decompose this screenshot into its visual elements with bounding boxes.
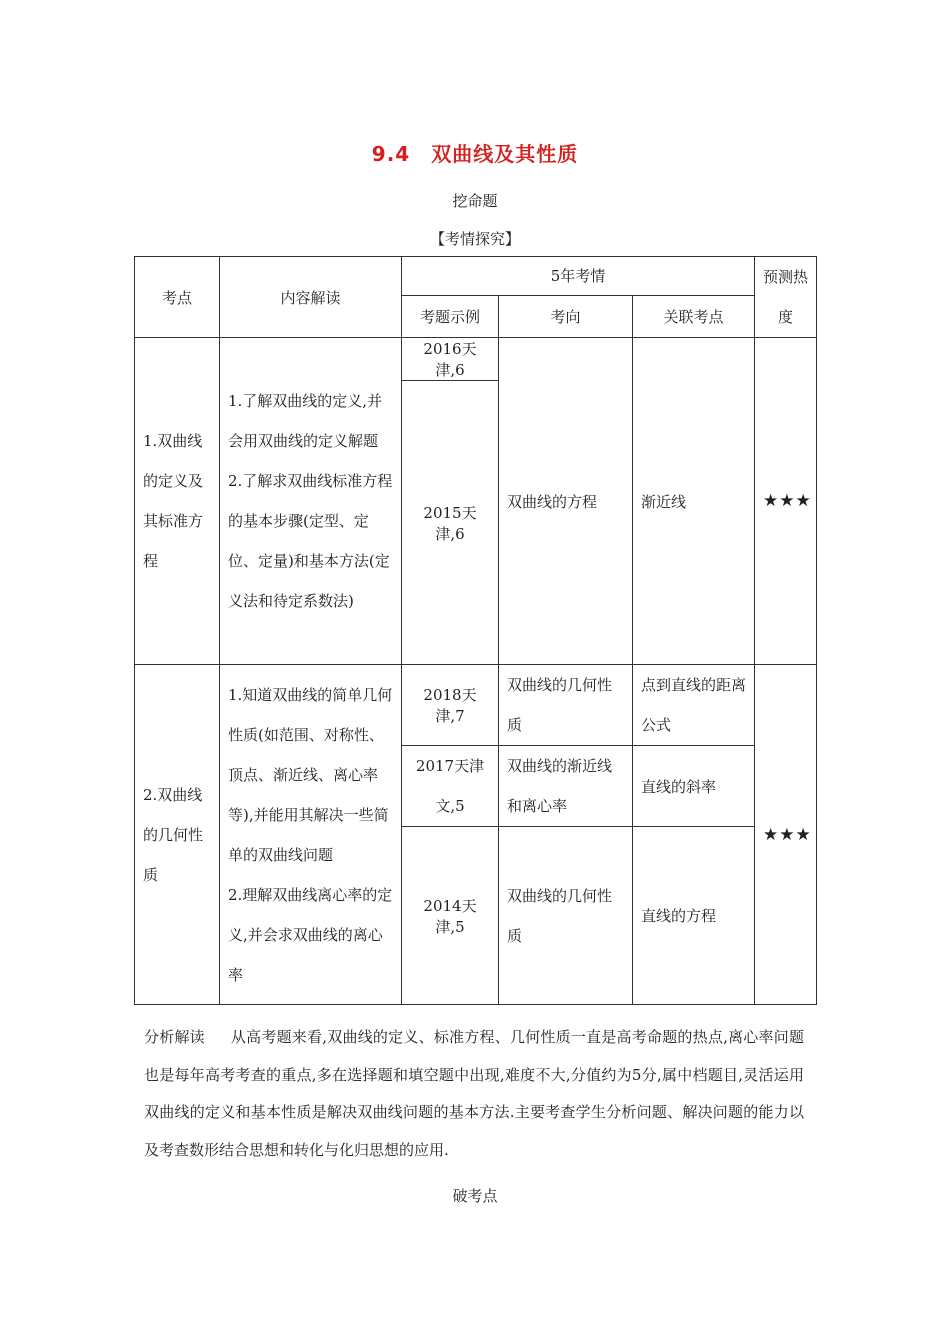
row2-related-3: 直线的方程: [633, 827, 755, 1005]
analysis-paragraph: [144, 1019, 804, 1169]
header-related: 关联考点: [633, 295, 755, 337]
row2-content: 1.知道双曲线的简单几何性质(如范围、对称性、顶点、渐近线、离心率等),并能用其解决一些简单的双曲线问题 2.理解双曲线离心率的定义,并会求双曲线的离心率: [220, 665, 402, 1005]
page-title: 9.4 双曲线及其性质: [371, 142, 579, 166]
section-heading-kaoqing: 【考情探究】: [429, 230, 520, 248]
row2-related-1: 点到直线的距离公式: [633, 665, 755, 746]
header-kaodian: 考点: [135, 257, 220, 338]
exam-analysis-table: [134, 256, 817, 1005]
row2-kaodian: 2.双曲线的几何性质: [135, 665, 220, 1005]
row1-kaodian: 1.双曲线的定义及其标准方程: [135, 338, 220, 665]
header-direction: 考向: [499, 295, 633, 337]
header-sample: 考题示例: [402, 295, 499, 337]
row2-sample-1: 2018天津,7: [402, 665, 499, 746]
row1-sample-1: 2016天津,6: [402, 338, 499, 381]
row2-sample-3: 2014天津,5: [402, 827, 499, 1005]
header-content: 内容解读: [220, 257, 402, 338]
row1-forecast-stars: ★★★: [755, 338, 817, 665]
row1-direction: 双曲线的方程: [499, 338, 633, 665]
row2-forecast-stars: ★★★: [755, 665, 817, 1005]
row2-related-2: 直线的斜率: [633, 746, 755, 827]
analysis-text: 从高考题来看,双曲线的定义、标准方程、几何性质一直是高考命题的热点,离心率问题也是每年高考考查的重点,多在选择题和填空题中出现,难度不大,分值约为5分,属中档题目,灵活运用双曲线的定义和基本性质是解决双曲线问题的基本方法.主要考查学生分析问题、解决问题的能力以及考查数形结合思想和转化与化归思想的应用.: [144, 1028, 804, 1159]
row2-direction-3: 双曲线的几何性质: [499, 827, 633, 1005]
header-forecast: 预测热度: [755, 257, 817, 338]
row1-sample-2: 2015天津,6: [402, 381, 499, 665]
row2-sample-2: 2017天津文,5: [402, 746, 499, 827]
section-heading-pokaodian: 破考点: [452, 1187, 498, 1205]
row1-related: 渐近线: [633, 338, 755, 665]
row2-direction-1: 双曲线的几何性质: [499, 665, 633, 746]
header-five-years: 5年考情: [402, 257, 755, 296]
row1-content: 1.了解双曲线的定义,并会用双曲线的定义解题 2.了解求双曲线标准方程的基本步骤(定型、定位、定量)和基本方法(定义法和待定系数法): [220, 338, 402, 665]
row2-direction-2: 双曲线的渐近线和离心率: [499, 746, 633, 827]
analysis-label: 分析解读: [144, 1028, 205, 1046]
section-heading-wamingti: 挖命题: [452, 192, 498, 210]
